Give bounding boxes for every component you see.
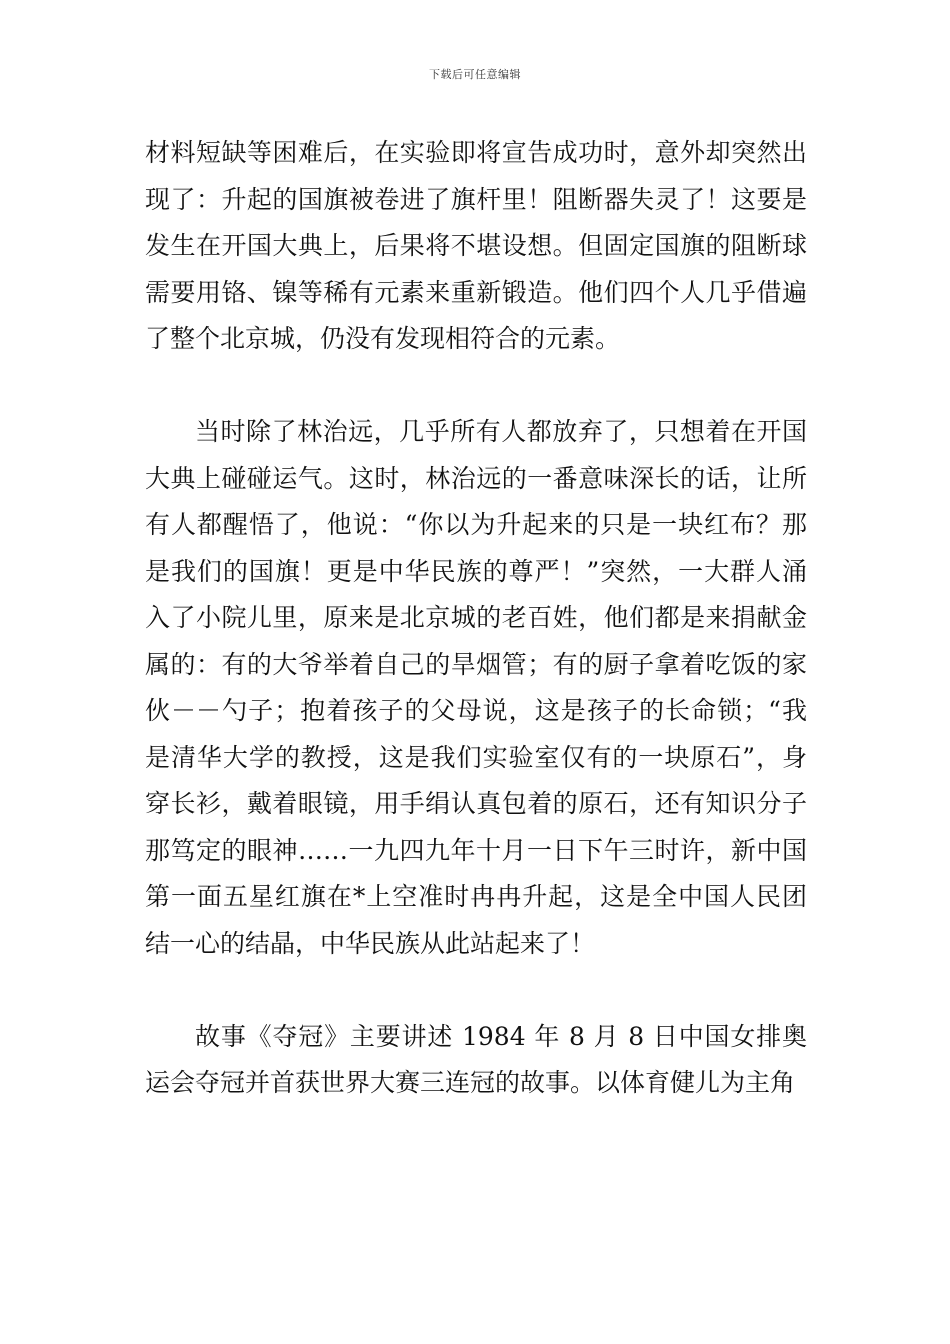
paragraph-2: 当时除了林治远，几乎所有人都放弃了，只想着在开国大典上碰碰运气。这时，林治远的一番意味深长的话，让所有人都醒悟了，他说：“你以为升起来的只是一块红布？那是我们的国旗！更是中华民族的尊严！”突然，一大群人涌入了小院儿里，原来是北京城的老百姓，他们都是来捐献金属的：有的大爷举着自己的旱烟管；有的厨子拿着吃饭的家伙－－勺子；抱着孩子的父母说，这是孩子的长命锁；“我是清华大学的教授，这是我们实验室仅有的一块原石”，身穿长衫，戴着眼镜，用手绢认真包着的原石，还有知识分子那笃定的眼神……一九四九年十月一日下午三时许，新中国第一面五星红旗在*上空准时冉冉升起，这是全中国人民团结一心的结晶，中华民族从此站起来了！ bbox=[145, 417, 807, 958]
header-note: 下载后可任意编辑 bbox=[429, 68, 521, 81]
document-body bbox=[145, 130, 807, 1107]
paragraph-3: 故事《夺冠》主要讲述 1984 年 8 月 8 日中国女排奥运会夺冠并首获世界大赛三连冠的故事。以体育健儿为主角 bbox=[145, 1021, 807, 1097]
paragraph-spacer bbox=[145, 967, 807, 1014]
paragraph-1: 材料短缺等困难后，在实验即将宣告成功时，意外却突然出现了：升起的国旗被卷进了旗杆里！阻断器失灵了！这要是发生在开国大典上，后果将不堪设想。但固定国旗的阻断球需要用铬、镍等稀有元素来重新锻造。他们四个人几乎借遍了整个北京城，仍没有发现相符合的元素。 bbox=[145, 138, 807, 353]
paragraph-spacer bbox=[145, 363, 807, 410]
